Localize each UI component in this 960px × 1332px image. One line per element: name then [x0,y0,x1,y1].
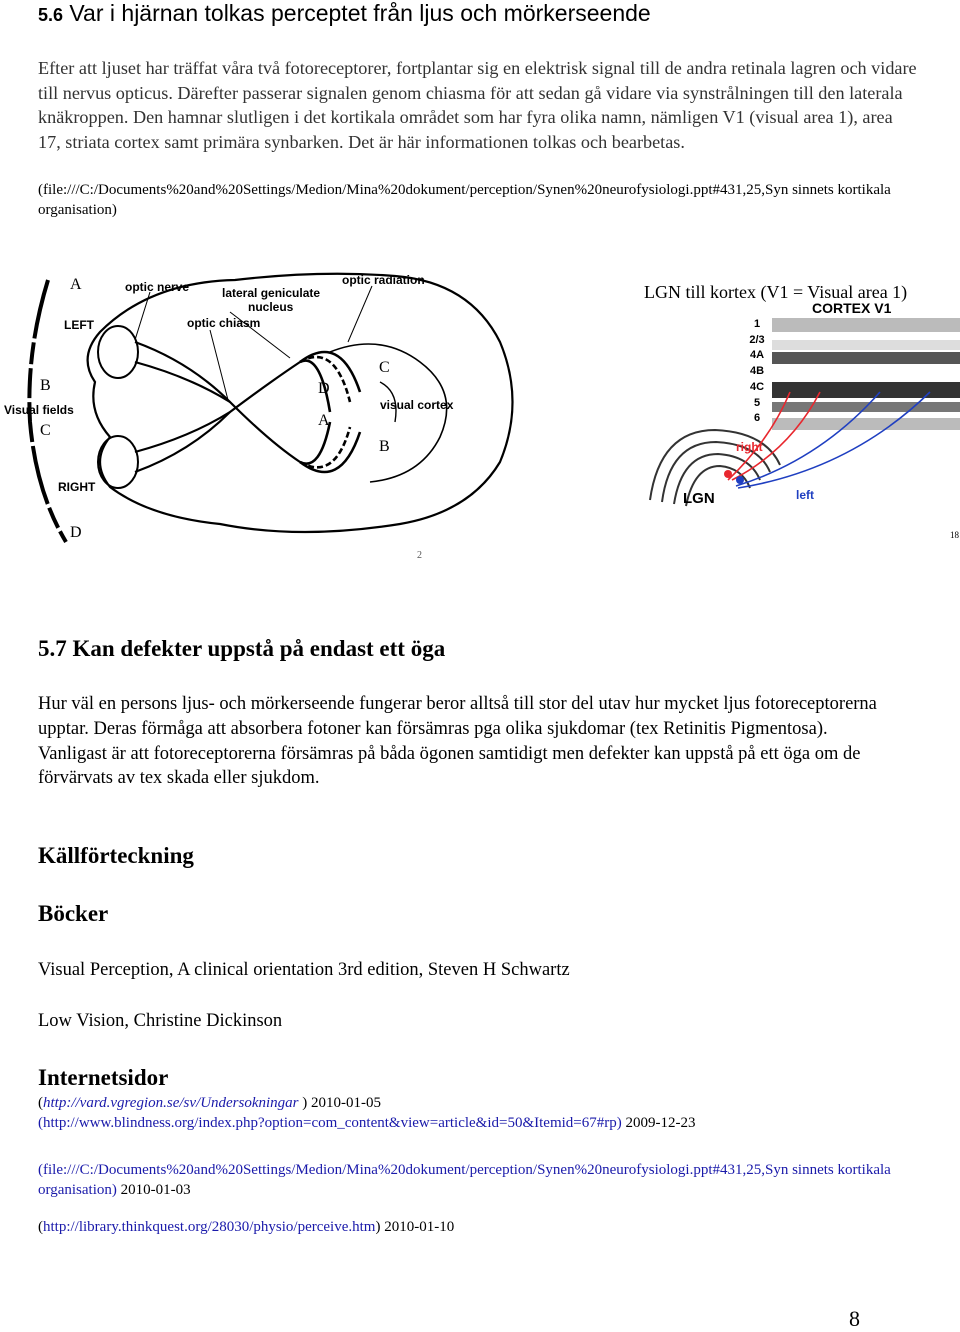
lgn-cortex-figure [640,280,960,552]
label-optic-nerve: optic nerve [125,280,190,294]
layer-label: 4C [749,380,765,393]
cortex-layer-band [772,382,960,398]
cortex-layers-diagram [640,280,960,552]
label-d: D [70,524,82,541]
web-date: 2010-01-03 [120,1182,191,1198]
web-date: 2009-12-23 [625,1115,696,1131]
paragraph: Vanligast är att fotoreceptorerna försämras på båda ögonen samtidigt men defekter kan uppstå på ett öga om de förvärvats av tex skada eller sjukdom. [38,743,861,789]
optic-pathway [135,362,230,402]
web-link[interactable]: (file:///C:/Documents%20and%20Settings/Medion/Mina%20dokument/perception/Synen%20neurofysiologi.ppt#431,25,Syn sinnets kortikala organisation) [38,1162,891,1198]
label-visual-fields: Visual fields [4,403,74,417]
page-number: 8 [849,1306,860,1331]
book-reference: Low Vision, Christine Dickinson [38,1011,283,1031]
label-a: A [70,276,82,293]
layer-label: 4B [749,365,765,378]
label-pointer [348,286,372,342]
section-title: Kan defekter uppstå på endast ett öga [72,636,446,661]
layer-label: 4A [749,349,765,362]
paragraph: Hur väl en persons ljus- och mörkerseende fungerar beror alltså till stor del utav hur mycket ljus fotoreceptorerna upptar. Deras förmåga att absorbera fotoner kan försämras pga olika sjukdomar (tex Retinitis Pigmentosa). [38,694,877,739]
book-reference: Visual Perception, A clinical orientation 3rd edition, Steven H Schwartz [38,960,570,980]
label-cortex-a: A [318,412,330,429]
web-reference: (http://library.thinkquest.org/28030/physio/perceive.htm) 2010-01-10 [38,1219,455,1235]
layer-label: 6 [753,412,761,425]
figure-page-number: 2 [417,550,422,561]
cortex-layer-band [772,352,960,364]
references-heading: Källförteckning [38,843,194,868]
intro-paragraph: Efter att ljuset har träffat våra två fotoreceptorer, fortplantar sig en elektrisk signal till de andra retinala lagren och vidare till nervus opticus. Därefter passerar signalen genom chiasma för att sedan gå vidare via synstrålningen till den laterala knäkroppen. Den hamnar slutligen i det kortikala området som har fyra olika namn, nämligen V1 (visual area 1), area 17, striata cortex samt primära synbarken. Det är här informationen tolkas och bearbetas. [38,58,917,152]
label-nucleus: nucleus [248,300,294,314]
web-reference: (http://vard.vgregion.se/sv/Undersokningar ) 2010-01-05 [38,1095,382,1111]
cortex-layer-band [772,340,960,350]
slide-number: 18 [950,530,959,540]
web-reference [38,1113,918,1133]
section-title: Var i hjärnan tolkas perceptet från ljus och mörkerseende [69,0,651,26]
label-left: LEFT [64,318,94,332]
web-reference [38,1160,918,1200]
optic-pathway [135,362,300,452]
web-link[interactable]: http://library.thinkquest.org/28030/physio/perceive.htm [43,1219,376,1235]
cortex-layer-labels [746,317,768,427]
layer-label: 2/3 [749,333,765,346]
layer-label: 1 [753,318,761,330]
label-pointer [210,330,228,400]
web-link[interactable]: (http://www.blindness.org/index.php?option=com_content&view=article&id=50&Itemid=67#rp) [38,1115,622,1131]
label-cortex-c: C [379,359,390,376]
source-reference: (file:///C:/Documents%20and%20Settings/Medion/Mina%20dokument/perception/Synen%20neurofysiologi.ppt#431,25,Syn sinnets kortikala organisation) [38,182,891,218]
left-label: left [796,488,814,502]
right-eye-neuron [724,470,732,478]
section-heading [38,636,445,662]
cortex-layer-band [772,318,960,332]
web-date: 2010-01-05 [311,1095,382,1111]
visual-pathway-figure [0,262,640,562]
label-cortex-d: D [318,380,330,397]
web-link[interactable]: http://vard.vgregion.se/sv/Undersokningar [43,1095,303,1111]
label-b: B [40,377,51,394]
section-number: 5.6 [38,5,64,25]
left-eye-neuron [736,476,744,484]
web-heading: Internetsidor [38,1065,169,1090]
section-heading [38,0,651,27]
layer-label: 5 [753,396,761,409]
label-c: C [40,422,51,439]
books-heading: Böcker [38,901,109,926]
cortex-title: CORTEX V1 [812,300,892,316]
right-label: right [736,440,763,454]
label-visual-cortex: visual cortex [380,398,454,412]
right-eye [98,436,138,488]
section-number: 5.7 [38,636,67,661]
lgn-figure-caption: LGN till kortex (V1 = Visual area 1) [644,282,908,302]
label-optic-chiasm: optic chiasm [187,316,261,330]
label-optic-radiation: optic radiation [342,273,425,287]
web-date: 2010-01-10 [384,1219,455,1235]
label-right: RIGHT [58,480,96,494]
label-cortex-b: B [379,438,390,455]
label-lgn: lateral geniculate [222,286,321,300]
section-body [38,692,918,791]
lgn-label: LGN [683,490,715,507]
optic-radiation [300,427,350,467]
label-pointer [135,292,150,340]
left-eye [98,326,138,378]
